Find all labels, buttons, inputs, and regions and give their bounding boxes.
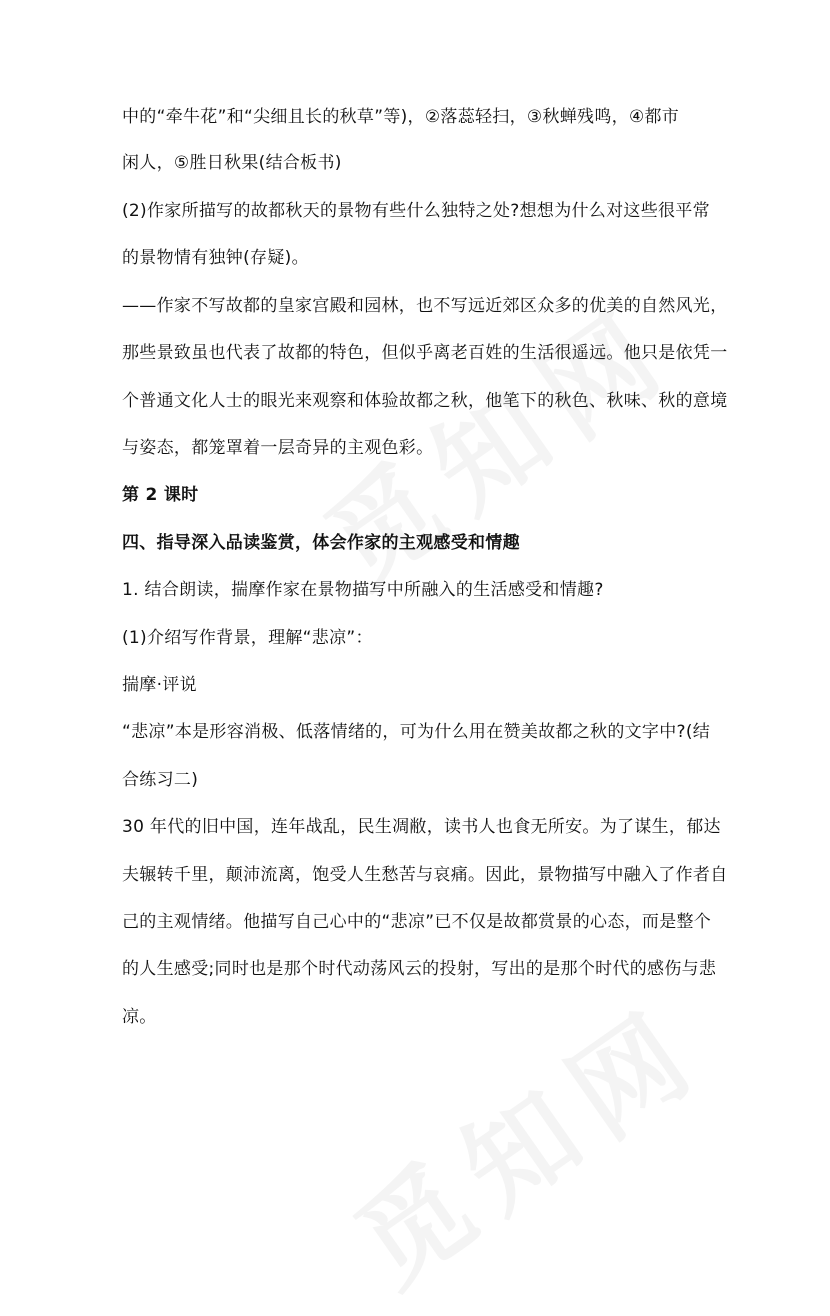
paragraph-line: 己的主观情绪。他描写自己心中的“悲凉”已不仅是故都赏景的心态，而是整个 [122,912,712,932]
paragraph-line: 揣摩·评说 [122,675,197,695]
paragraph-line: (2)作家所描写的故都秋天的景物有些什么独特之处?想想为什么对这些很平常 [122,201,710,221]
watermark [320,962,730,1315]
paragraph-line: 那些景致虽也代表了故都的特色，但似乎离老百姓的生活很遥远。他只是依凭一 [122,343,728,363]
section-heading: 四、指导深入品读鉴赏，体会作家的主观感受和情趣 [122,533,520,553]
paragraph-line: 的人生感受;同时也是那个时代动荡风云的投射，写出的是那个时代的感伤与悲 [122,959,717,979]
paragraph-line: 凉。 [122,1007,157,1027]
paragraph-line: 中的“牵牛花”和“尖细且长的秋草”等)，②落蕊轻扫，③秋蝉残鸣，④都市 [122,107,680,127]
paragraph-line: 个普通文化人士的眼光来观察和体验故都之秋，他笔下的秋色、秋味、秋的意境 [122,391,728,411]
paragraph-line: 与姿态，都笼罩着一层奇异的主观色彩。 [122,438,434,458]
paragraph-line: (1)介绍写作背景，理解“悲凉”： [122,628,373,648]
paragraph-line: 的景物情有独钟(存疑)。 [122,248,309,268]
lesson-heading: 第 2 课时 [122,485,199,505]
paragraph-line: 1. 结合朗读，揣摩作家在景物描写中所融入的生活感受和情趣? [122,580,604,600]
paragraph-line: 夫辗转千里，颠沛流离，饱受人生愁苦与哀痛。因此，景物描写中融入了作者自 [122,865,728,885]
paragraph-line: ——作家不写故都的皇家宫殿和园林，也不写远近郊区众多的优美的自然风光， [122,296,728,316]
paragraph-line: “悲凉”本是形容消极、低落情绪的，可为什么用在赞美故都之秋的文字中?(结 [122,722,711,742]
paragraph-line: 30 年代的旧中国，连年战乱，民生凋敝，读书人也食无所安。为了谋生，郁达 [122,817,721,837]
paragraph-line: 合练习二) [122,770,199,790]
paragraph-line: 闲人，⑤胜日秋果(结合板书) [122,153,342,173]
